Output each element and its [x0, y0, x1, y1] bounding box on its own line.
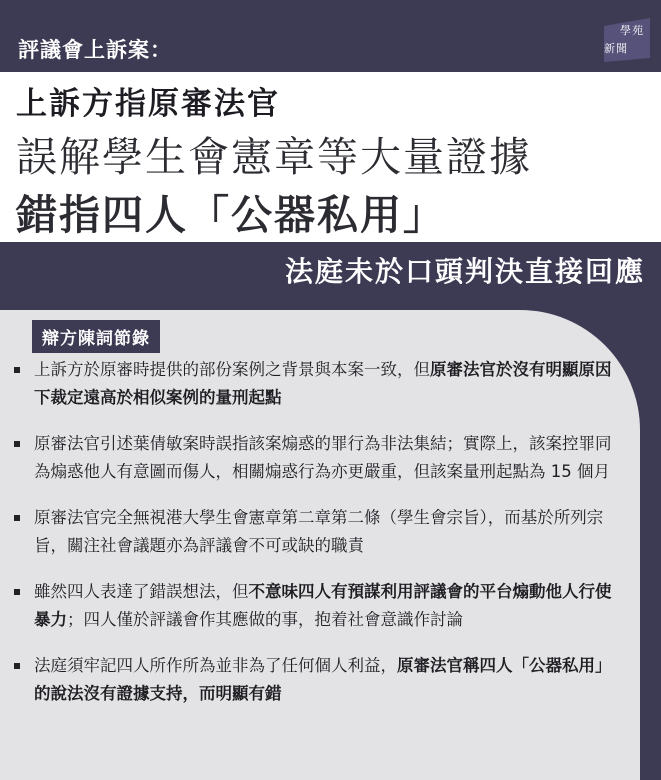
- list-item: [14, 652, 620, 708]
- item-text: 上訴方於原審時提供的部份案例之背景與本案一致，但: [34, 360, 430, 379]
- headline-box: [0, 72, 661, 242]
- item-text: 法庭須牢記四人所作所為並非為了任何個人利益，: [34, 656, 397, 675]
- headline-line2: 錯指四人「公器私用」: [16, 191, 446, 239]
- logo-line2: 新聞: [604, 42, 628, 55]
- item-text-tail: ；四人僅於評議會作其應做的事，抱着社會意識作討論: [67, 610, 463, 629]
- list-item: [14, 578, 620, 634]
- bullet-icon: [14, 367, 20, 373]
- bullet-icon: [14, 515, 20, 521]
- section-badge: 辯方陳詞節錄: [32, 320, 160, 353]
- item-text: 原審法官完全無視港大學生會憲章第二章第二條（學生會宗旨），而基於所列宗旨，關注社會議題亦為評議會不可或缺的職責: [34, 508, 604, 555]
- bullet-list: [14, 356, 620, 726]
- item-text: 原審法官引述葉倩敏案時誤指該案煽惑的罪行為非法集結；實際上，該案控罪同為煽惑他人有意圖而傷人，相關煽惑行為亦更嚴重，但該案量刑起點為 15 個月: [34, 434, 612, 481]
- item-text: 雖然四人表達了錯誤想法，但: [34, 582, 249, 601]
- logo-line1: 學苑: [620, 24, 644, 37]
- headline-line1: 誤解學生會憲章等大量證據: [16, 133, 532, 181]
- kicker-title: 評議會上訴案：: [18, 38, 172, 62]
- bullet-icon: [14, 441, 20, 447]
- item-bold-text: 原審法官於沒有明顯原因下裁定遠高於相似案例的量刑起點: [34, 360, 612, 407]
- list-item: [14, 430, 620, 486]
- headline-bold: 上訴方指原審法官: [16, 86, 280, 122]
- item-bold-text: 原審法官稱四人「公器私用」的說法沒有證據支持，而明顯有錯: [34, 656, 612, 703]
- item-bold-text: 不意味四人有預謀利用評議會的平台煽動他人行使暴力: [34, 582, 612, 629]
- campus-tv-logo: [600, 16, 654, 64]
- bullet-icon: [14, 663, 20, 669]
- list-item: [14, 504, 620, 560]
- list-item: [14, 356, 620, 412]
- bullet-icon: [14, 589, 20, 595]
- subhead: 法庭未於口頭判決直接回應: [284, 255, 645, 288]
